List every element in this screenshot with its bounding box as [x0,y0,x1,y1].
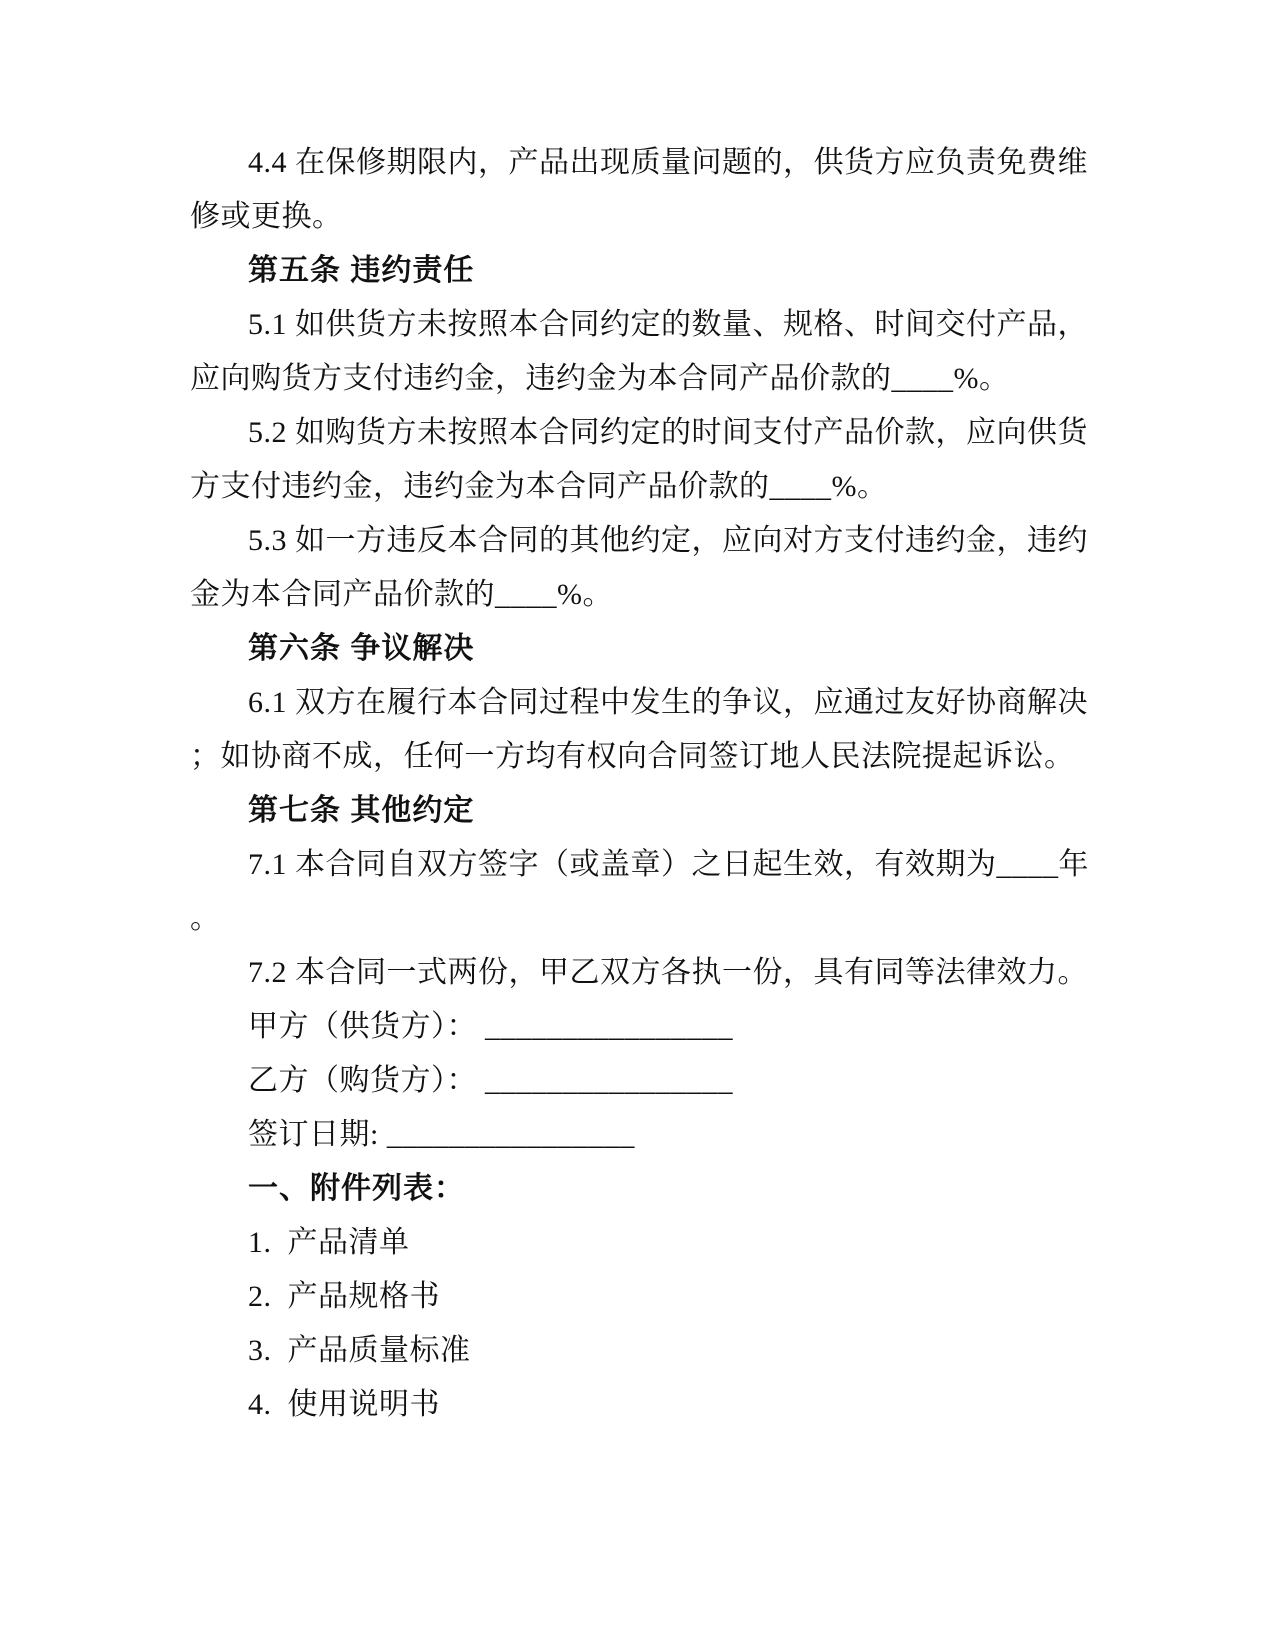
clause-5-2-line-2: 方支付违约金，违约金为本合同产品价款的____%。 [190,470,888,503]
party-b-signature-line: 乙方（购货方）： ________________ [248,1064,733,1097]
heading-article-6: 第六条 争议解决 [248,632,475,665]
heading-article-5: 第五条 违约责任 [248,254,475,287]
clause-7-1-line-2: 。 [190,902,221,935]
clause-5-1-line-2: 应向购货方支付违约金，违约金为本合同产品价款的____%。 [190,362,1010,395]
heading-article-7: 第七条 其他约定 [248,794,475,827]
attachment-item-1: 1. 产品清单 [248,1226,410,1259]
clause-4-4-line-2: 修或更换。 [190,200,343,233]
clause-7-1-line-1: 7.1 本合同自双方签字（或盖章）之日起生效，有效期为____年 [248,848,1089,881]
signing-date-line: 签订日期: ________________ [248,1118,635,1151]
attachment-item-3: 3. 产品质量标准 [248,1334,471,1367]
attachment-list-heading: 一、附件列表： [248,1172,465,1205]
attachment-item-4: 4. 使用说明书 [248,1388,440,1421]
attachment-item-2: 2. 产品规格书 [248,1280,440,1313]
clause-7-2: 7.2 本合同一式两份，甲乙双方各执一份，具有同等法律效力。 [248,956,1088,989]
party-a-signature-line: 甲方（供货方）： ________________ [248,1010,733,1043]
clause-5-1-line-1: 5.1 如供货方未按照本合同约定的数量、规格、时间交付产品， [248,308,1088,341]
clause-5-2-line-1: 5.2 如购货方未按照本合同约定的时间支付产品价款，应向供货 [248,416,1088,449]
clause-4-4-line-1: 4.4 在保修期限内，产品出现质量问题的，供货方应负责免费维 [248,146,1088,179]
clause-5-3-line-2: 金为本合同产品价款的____%。 [190,578,613,611]
clause-5-3-line-1: 5.3 如一方违反本合同的其他约定，应向对方支付违约金，违约 [248,524,1088,557]
clause-6-1-line-1: 6.1 双方在履行本合同过程中发生的争议，应通过友好协商解决 [248,686,1088,719]
clause-6-1-line-2: ；如协商不成，任何一方均有权向合同签订地人民法院提起诉讼。 [190,740,1075,773]
